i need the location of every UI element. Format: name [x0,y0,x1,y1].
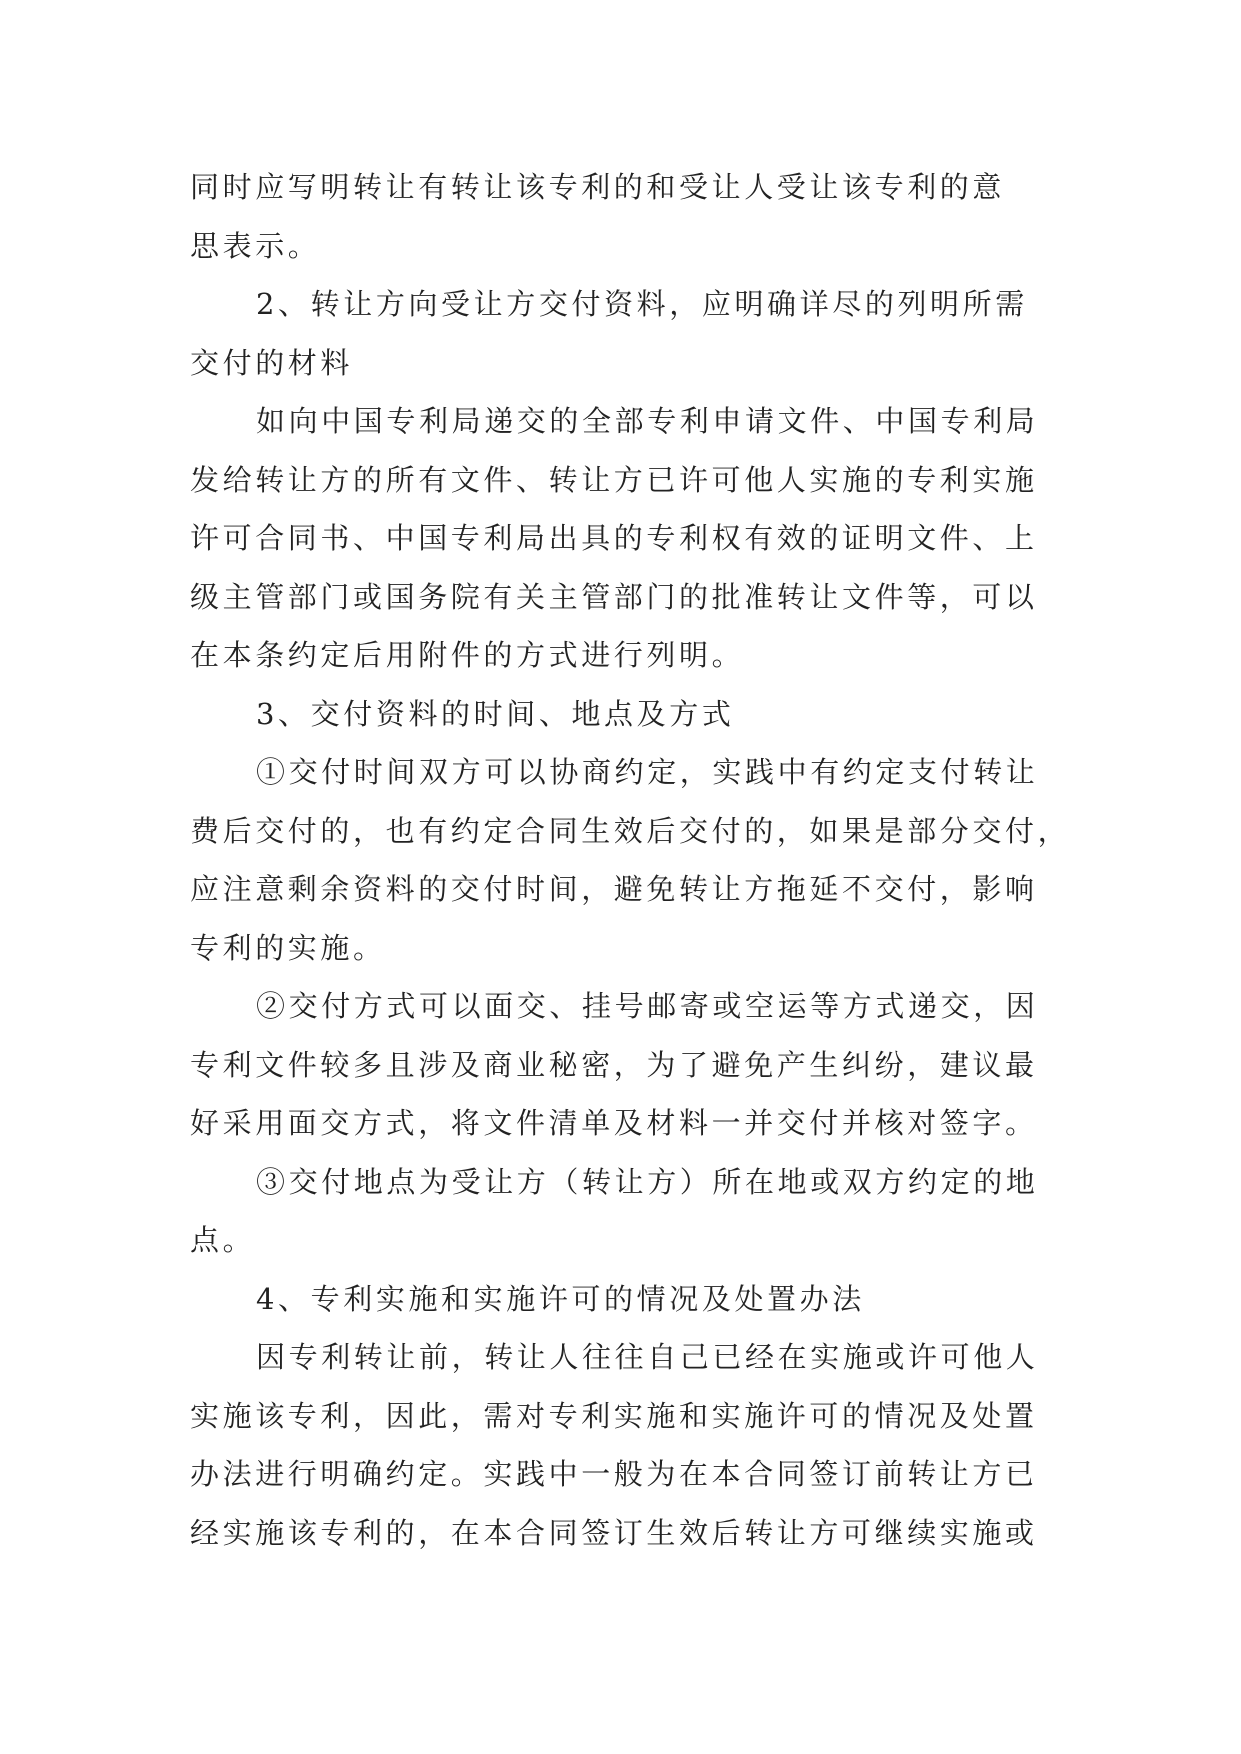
text-line: 专利的实施。 [190,930,386,965]
text-line: ③交付地点为受让方（转让方）所在地或双方约定的地 [256,1164,1039,1199]
text-line: 好采用面交方式，将文件清单及材料一并交付并核对签字。 [190,1106,1038,1140]
text-line: 点。 [190,1223,256,1257]
document-body [190,158,1071,1562]
text-line: 许可合同书、中国专利局出具的专利权有效的证明文件、上 [190,521,1038,555]
text-line: 交付的材料 [190,345,354,380]
text-line: 因专利转让前，转让人往往自己已经在实施或许可他人 [256,1340,1039,1374]
text-line: 费后交付的，也有约定合同生效后交付的，如果是部分交付， [190,813,1071,848]
text-line: 办法进行明确约定。实践中一般为在本合同签订前转让方已 [190,1457,1038,1491]
text-line: 发给转让方的所有文件、转让方已许可他人实施的专利实施 [190,462,1038,497]
text-line: 实施该专利，因此，需对专利实施和实施许可的情况及处置 [190,1398,1038,1433]
text-line: 经实施该专利的，在本合同签订生效后转让方可继续实施或 [190,1515,1038,1550]
text-line: 专利文件较多且涉及商业秘密，为了避免产生纠纷，建议最 [190,1047,1038,1082]
text-line: 2、转让方向受让方交付资料，应明确详尽的列明所需 [256,287,1028,321]
text-line: 级主管部门或国务院有关主管部门的批准转让文件等，可以 [190,579,1038,614]
text-line: ②交付方式可以面交、挂号邮寄或空运等方式递交，因 [256,989,1039,1023]
section-heading: 4、专利实施和实施许可的情况及处置办法 [256,1281,865,1316]
text-line: 应注意剩余资料的交付时间，避免转让方拖延不交付，影响 [190,872,1038,906]
text-line: 在本条约定后用附件的方式进行列明。 [190,638,745,672]
text-line: 如向中国专利局递交的全部专利申请文件、中国专利局 [256,404,1039,438]
section-heading: 3、交付资料的时间、地点及方式 [256,696,735,731]
text-line: 同时应写明转让有转让该专利的和受让人受让该专利的意 [190,170,1006,204]
text-line: 思表示。 [190,228,321,263]
text-line: ①交付时间双方可以协商约定，实践中有约定支付转让 [256,755,1039,789]
